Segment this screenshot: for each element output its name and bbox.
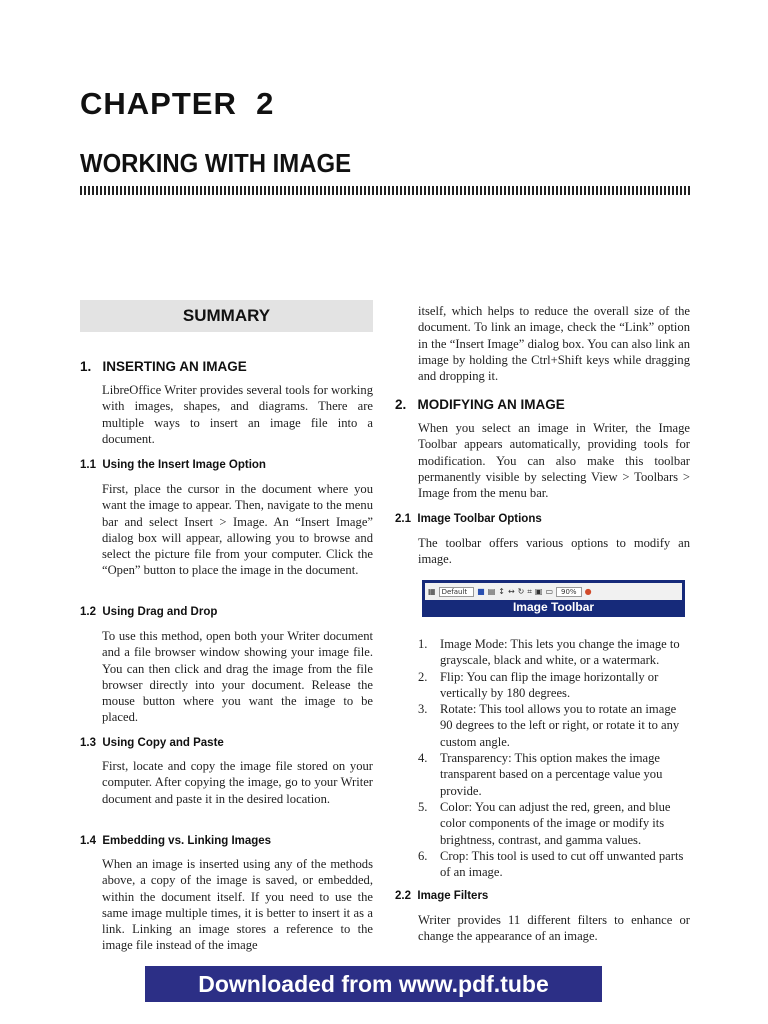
option-number: 5. — [418, 799, 428, 814]
option-number: 4. — [418, 751, 428, 766]
section-1-1-heading: 1.1 Using the Insert Image Option — [80, 459, 266, 471]
section-2-1-heading: 2.1 Image Toolbar Options — [395, 513, 542, 525]
color-icon: ● — [584, 587, 592, 596]
option-number: 2. — [418, 669, 428, 684]
section-1-4-body-right: itself, which helps to reduce the overall size of the document. To link an image, check the “Link” option in the “Insert Image” dialog box. You can also link an image by holding the Ctrl+Shift keys while dragging and dropping it. — [418, 304, 690, 384]
download-banner[interactable] — [145, 966, 602, 1002]
decorative-rule — [80, 186, 690, 195]
section-1-4-heading: 1.4 Embedding vs. Linking Images — [80, 835, 272, 847]
chapter-number: CHAPTER 2 — [80, 86, 275, 121]
option-text: Rotate: This tool allows you to rotate an image 90 degrees to the left or right, or rotate it to any custom angle. — [440, 702, 680, 749]
wrap-icon: ▣ — [534, 587, 543, 596]
option-item — [418, 799, 690, 848]
summary-label: SUMMARY — [182, 306, 271, 325]
section-1-3-body: First, locate and copy the image file stored on your computer. After copying the image, go to your Writer document and paste it in the desired location. — [102, 759, 373, 806]
options-list — [418, 636, 690, 880]
option-number: 1. — [418, 637, 428, 651]
transparency-icon: ▤ — [487, 587, 496, 596]
option-text: Flip: You can flip the image horizontally or vertically by 180 degrees. — [440, 669, 659, 700]
flip-horizontal-icon: ↔ — [507, 587, 515, 596]
section-2-2-heading: 2.2 Image Filters — [395, 890, 489, 902]
option-item — [418, 750, 690, 799]
summary-box — [80, 300, 373, 332]
section-1-1-body: First, place the cursor in the document where you want the image to appear. Then, navigate to the menu bar and select Insert > Image. An “Insert Image” dialog box will appear, allowing you to browse and select the picture file from your computer. Click the “Open” button to place the image in the document. — [102, 482, 373, 578]
option-item — [418, 701, 690, 750]
crop-icon: ⌗ — [527, 586, 532, 596]
section-2-heading: 2. MODIFYING AN IMAGE — [395, 397, 565, 412]
image-mode-select: Default — [439, 587, 475, 597]
option-text: Crop: This tool is used to cut off unwanted parts of an image. — [440, 848, 684, 880]
image-mode-icon: ▦ — [428, 587, 436, 596]
option-number: 6. — [418, 848, 428, 863]
frame-icon: ▭ — [545, 587, 554, 596]
option-item — [418, 848, 690, 881]
option-item — [418, 636, 690, 669]
option-item — [418, 669, 690, 702]
section-2-body: When you select an image in Writer, the Image Toolbar appears automatically, providing tools for modification. You can also make this toolbar permanently visible by selecting View > Toolbars > Image from the menu bar. — [418, 421, 690, 501]
section-1-4-body-left: When an image is inserted using any of the methods above, a copy of the image is saved, or embedded, within the document itself. If you need to use the same image multiple times, it is better to insert it as a link. Linking an image stores a reference to the image file instead of the image — [102, 857, 373, 953]
toolbar-caption: Image Toolbar — [512, 600, 595, 614]
option-text: Color: You can adjust the red, green, and blue color components of the image or modify its brightness, contrast, and gamma values. — [440, 799, 671, 847]
section-2-2-body: Writer provides 11 different filters to enhance or change the appearance of an image. — [418, 913, 690, 944]
download-banner-text: Downloaded from www.pdf.tube — [198, 970, 549, 997]
section-1-3-heading: 1.3 Using Copy and Paste — [80, 737, 224, 749]
option-text: Transparency: This option makes the image transparent based on a percentage value you provide. — [440, 751, 663, 798]
transparency-value: 90% — [556, 587, 582, 597]
option-text: Image Mode: This lets you change the image to grayscale, black and white, or a watermark. — [440, 637, 680, 668]
toolbar-strip — [425, 583, 682, 600]
section-1-2-heading: 1.2 Using Drag and Drop — [80, 606, 218, 618]
filter-icon: ■ — [477, 587, 485, 596]
flip-vertical-icon: ↕ — [498, 587, 505, 596]
rotate-icon: ↻ — [517, 587, 525, 596]
section-1-heading: 1. INSERTING AN IMAGE — [80, 359, 247, 374]
image-toolbar-figure — [422, 580, 685, 617]
options-list-wrap — [418, 636, 690, 880]
section-1-2-body: To use this method, open both your Writer document and a file browser window showing your image file. You can then click and drag the image from the file browser directly into your document. Release the mouse button where you want the image to be placed. — [102, 629, 373, 725]
option-number: 3. — [418, 702, 428, 717]
section-1-body: LibreOffice Writer provides several tools for working with images, shapes, and diagrams. There are multiple ways to insert an image file into a document. — [102, 383, 373, 446]
chapter-title: WORKING WITH IMAGE — [80, 148, 352, 178]
section-2-1-body: The toolbar offers various options to modify an image. — [418, 536, 690, 567]
